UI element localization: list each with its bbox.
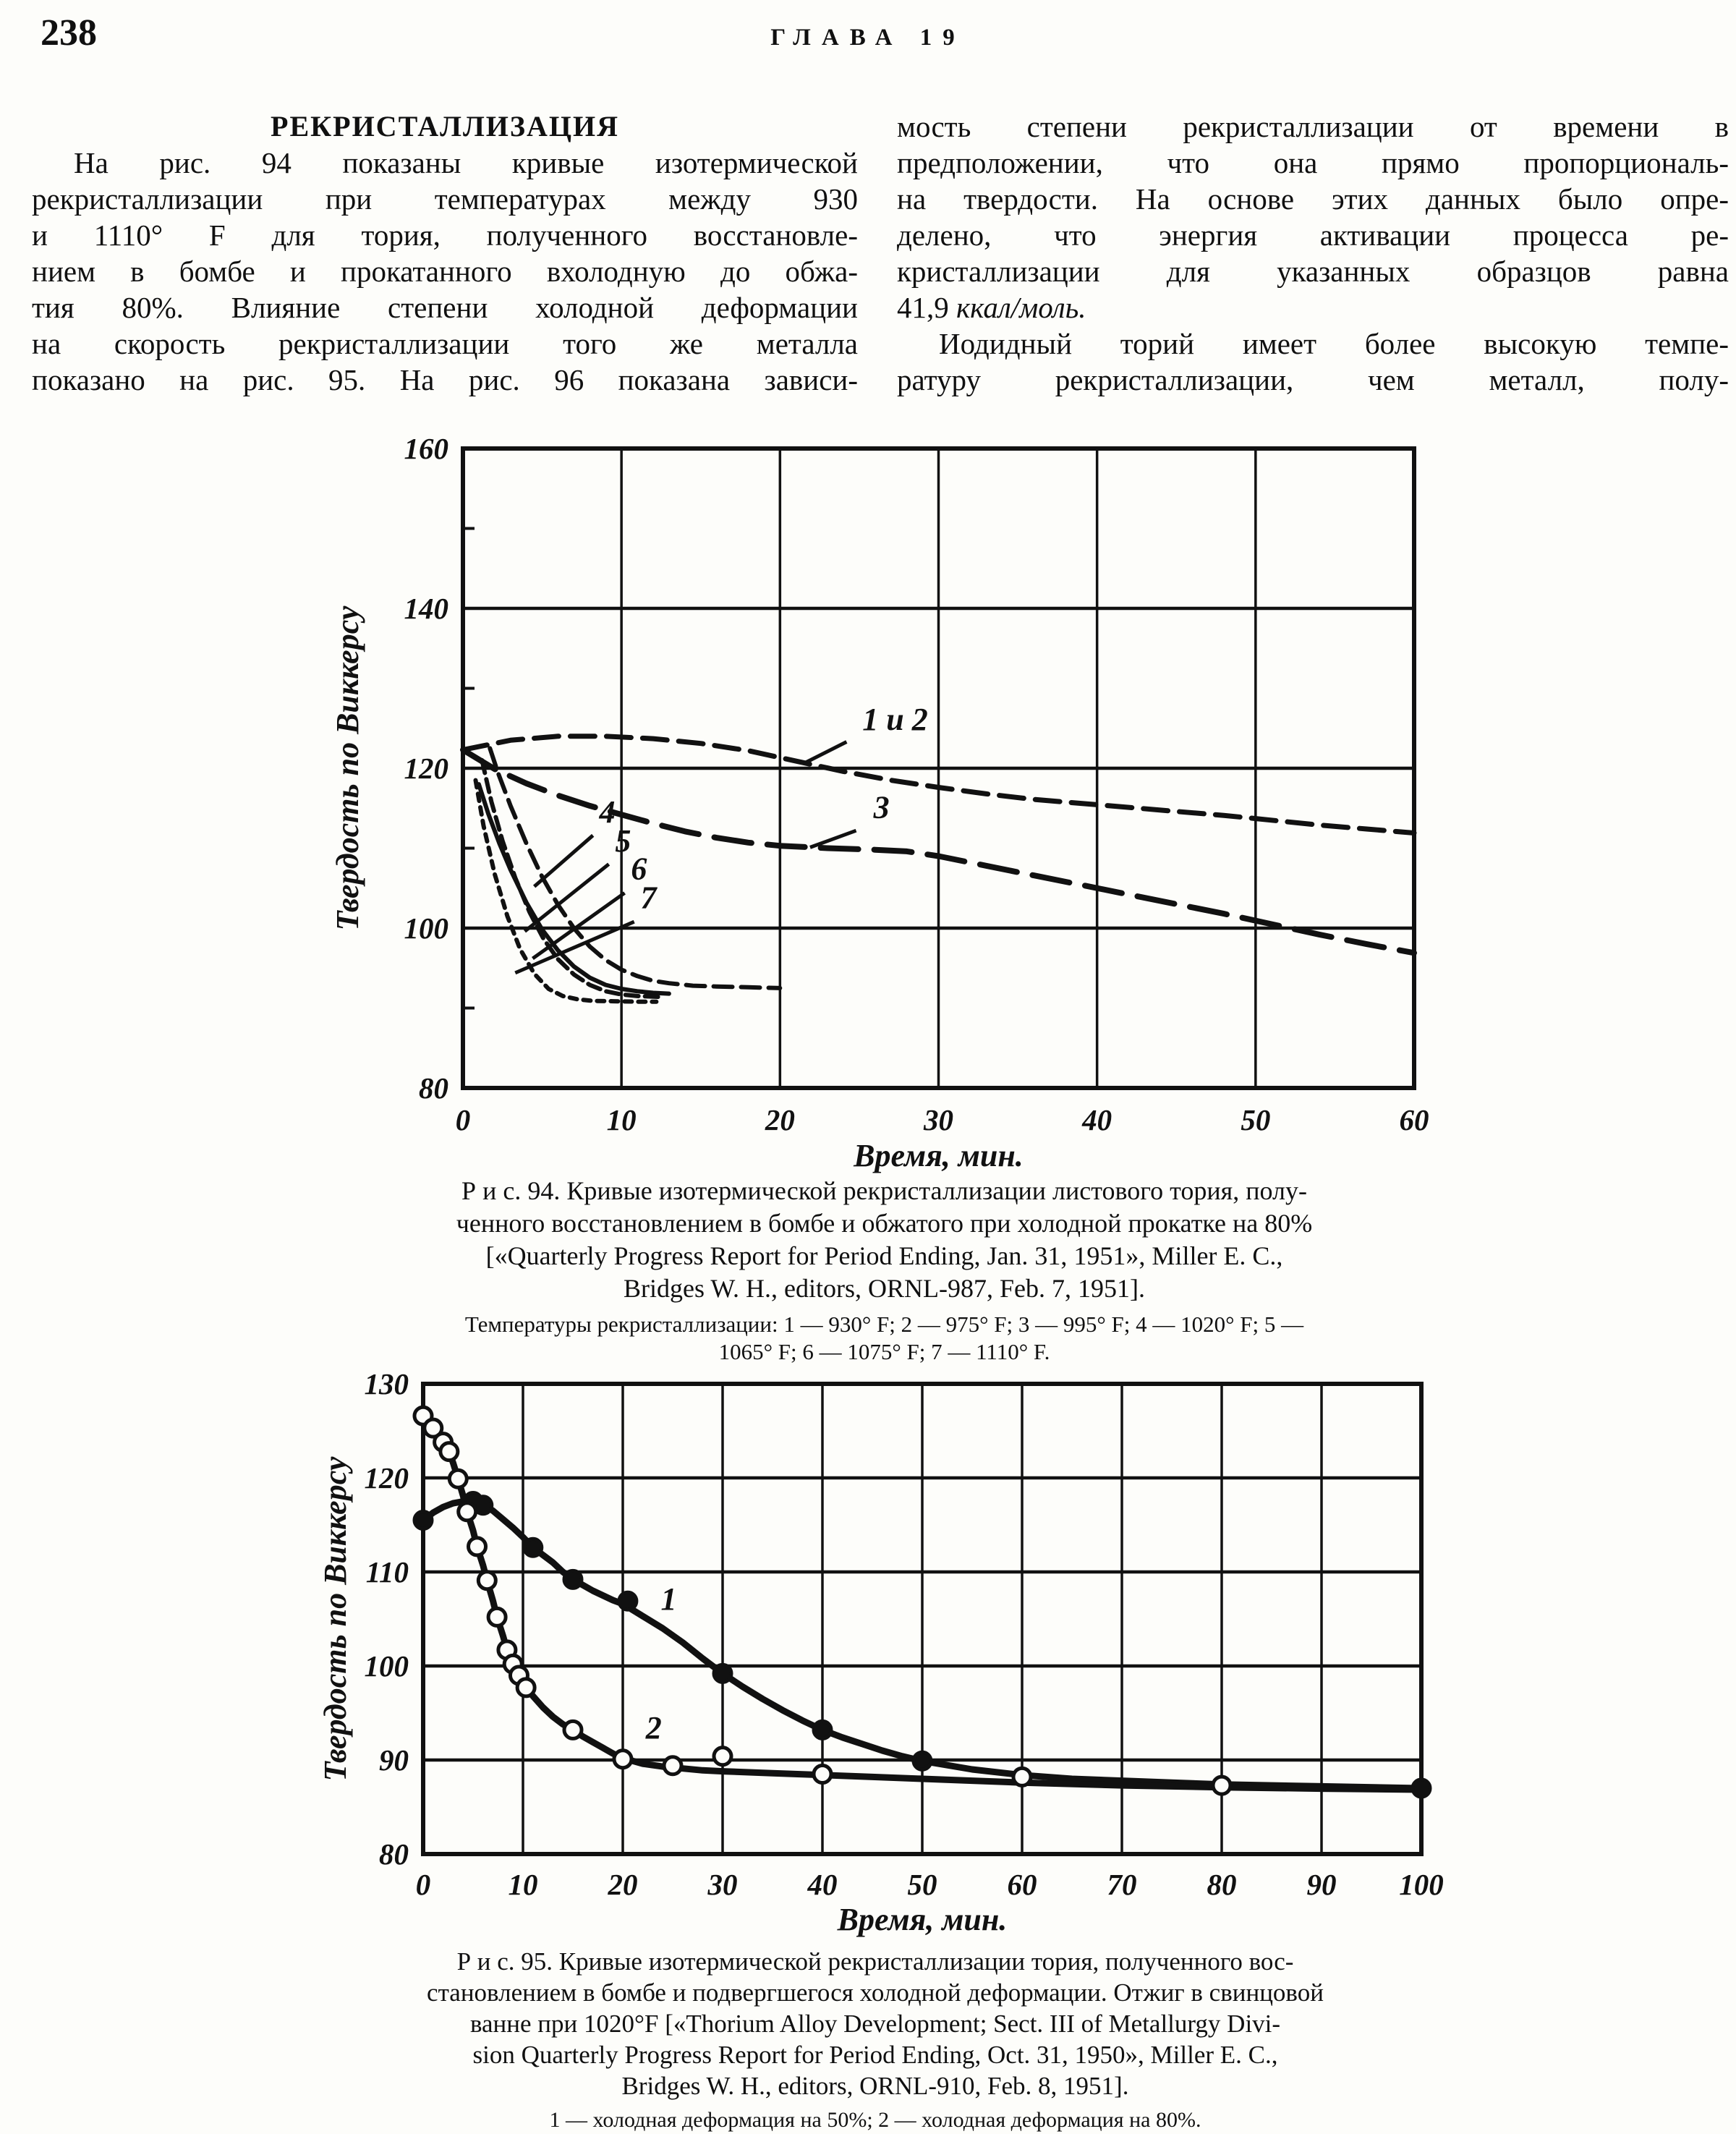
caption-line: ванне при 1020°F [«Thorium Alloy Development; Sect. III of Metallurgy Divi-: [469, 2010, 1281, 2038]
data-point-filled: [814, 1721, 831, 1738]
legend-line: Температуры рекристаллизации: 1 — 930° F; 2 — 975° F; 3 — 995° F; 4 — 1020° F; 5 —: [464, 1312, 1304, 1337]
figure-94-legend: [326, 1311, 1443, 1366]
caption-line: Bridges W. H., editors, ORNL-987, Feb. 7, 1951].: [624, 1274, 1145, 1303]
paragraph-line: тия 80%. Влияние степени холодной деформации: [32, 291, 858, 324]
curve-label-1: 1: [660, 1581, 677, 1617]
right-column: [897, 109, 1729, 398]
y-tick-label: 80: [419, 1071, 448, 1105]
x-tick-label: 10: [606, 1103, 637, 1136]
curve-label-4: 4: [599, 794, 616, 830]
caption-line: Р и с. 95. Кривые изотермической рекристаллизации тория, полученного вос-: [456, 1947, 1294, 1976]
x-tick-label: 50: [907, 1868, 937, 1901]
data-point-open: [564, 1721, 582, 1738]
label-leader-line: [524, 864, 608, 932]
data-point-open: [478, 1572, 495, 1589]
page-number: 238: [41, 12, 97, 54]
y-tick-label: 130: [364, 1367, 409, 1400]
paragraph-line: на твердости. На основе этих данных было опре-: [897, 182, 1729, 216]
legend-line: 1 — холодная деформация на 50%; 2 — холодная деформация на 80%.: [549, 2108, 1201, 2132]
data-point-filled: [414, 1512, 432, 1529]
curve-label-2: 2: [645, 1710, 662, 1746]
y-tick-label: 90: [379, 1743, 409, 1777]
caption-line: Р и с. 94. Кривые изотермической рекристаллизации листового тория, полу-: [461, 1176, 1307, 1205]
data-point-open: [1213, 1777, 1230, 1794]
x-tick-label: 20: [608, 1868, 638, 1901]
y-tick-label: 80: [379, 1837, 409, 1871]
x-tick-label: 40: [1082, 1103, 1112, 1136]
x-tick-label: 0: [415, 1868, 431, 1901]
paragraph-line: мость степени рекристаллизации от времени в: [897, 110, 1729, 143]
data-point-open: [441, 1443, 458, 1461]
data-point-open: [517, 1679, 535, 1696]
paragraph-line: рекристаллизации при температурах между 930: [32, 182, 858, 216]
section-heading: РЕКРИСТАЛЛИЗАЦИЯ: [271, 110, 619, 143]
paragraph-line: На рис. 94 показаны кривые изотермической: [74, 146, 858, 179]
x-tick-label: 20: [765, 1103, 795, 1136]
data-point-filled: [619, 1592, 637, 1610]
paragraph-line: на скорость рекристаллизации того же металла: [32, 327, 858, 360]
data-point-open: [714, 1748, 731, 1765]
figure-94-chart: [304, 425, 1476, 1178]
data-point-open: [614, 1751, 631, 1768]
y-tick-label: 140: [404, 592, 448, 625]
figure-95-legend: [311, 2107, 1439, 2133]
data-point-open: [488, 1608, 506, 1625]
y-tick-label: 120: [404, 752, 448, 785]
data-point-filled: [564, 1570, 582, 1588]
x-tick-label: 80: [1207, 1868, 1237, 1901]
data-point-filled: [914, 1752, 931, 1769]
data-point-open: [1013, 1768, 1031, 1785]
fig95-svg: [304, 1366, 1476, 1944]
label-leader-line: [532, 893, 624, 958]
y-axis-title: Твердость по Виккерсу: [318, 1456, 353, 1782]
x-axis-title: Время, мин.: [854, 1138, 1024, 1173]
data-point-open: [664, 1757, 681, 1774]
caption-line: sion Quarterly Progress Report for Period Ending, Oct. 31, 1950», Miller E. C.,: [472, 2041, 1278, 2069]
caption-line: становлением в бомбе и подвергшегося холодной деформации. Отжиг в свинцовой: [427, 1978, 1324, 2007]
data-point-open: [814, 1766, 831, 1783]
caption-line: Bridges W. H., editors, ORNL-910, Feb. 8, 1951].: [621, 2072, 1129, 2100]
data-point-open: [469, 1538, 486, 1555]
curve-label-5: 5: [615, 822, 631, 859]
x-tick-label: 70: [1107, 1868, 1137, 1901]
figure-95-caption: [311, 1946, 1439, 2133]
y-tick-label: 100: [364, 1649, 409, 1683]
paragraph-line: и 1110° F для тория, полученного восстановле-: [32, 218, 858, 252]
x-tick-label: 0: [455, 1103, 471, 1136]
left-column: [32, 109, 858, 398]
running-head: ГЛАВА 19: [770, 25, 966, 51]
x-tick-label: 30: [924, 1103, 953, 1136]
data-point-open: [459, 1503, 476, 1521]
fig94-svg: [304, 425, 1476, 1174]
x-tick-label: 30: [707, 1868, 738, 1901]
paragraph-line: кристаллизации для указанных образцов равна: [897, 255, 1729, 288]
kcal-value: 41,9: [897, 291, 949, 324]
label-leader-line: [810, 830, 856, 847]
caption-line: ченного восстановлением в бомбе и обжатого при холодной прокатке на 80%: [456, 1209, 1313, 1238]
x-axis-title: Время, мин.: [837, 1902, 1008, 1937]
paragraph-line: ратуру рекристаллизации, чем металл, полу-: [897, 363, 1729, 396]
paragraph-line: [897, 289, 1729, 326]
data-point-open: [449, 1470, 467, 1487]
x-tick-label: 10: [508, 1868, 538, 1901]
x-tick-label: 90: [1306, 1868, 1337, 1901]
y-tick-label: 100: [404, 911, 448, 945]
curve-label-6: 6: [631, 851, 647, 887]
curve-label-7: 7: [640, 880, 657, 916]
caption-line: [«Quarterly Progress Report for Period Ending, Jan. 31, 1951», Miller E. C.,: [485, 1241, 1283, 1270]
x-tick-label: 40: [807, 1868, 838, 1901]
kcal-unit: ккал/моль.: [956, 291, 1086, 324]
data-point-filled: [524, 1539, 542, 1556]
paragraph-line: нием в бомбе и прокатанного вхолодную до обжа-: [32, 255, 858, 288]
legend-line: 1065° F; 6 — 1075° F; 7 — 1110° F.: [718, 1339, 1050, 1364]
paragraph-line: предположении, что она прямо пропорциональ-: [897, 146, 1729, 179]
x-tick-label: 60: [1007, 1868, 1037, 1901]
label-leader-line: [805, 742, 846, 763]
paragraph-line: делено, что энергия активации процесса ре-: [897, 218, 1729, 252]
data-point-filled: [1413, 1780, 1430, 1797]
y-tick-label: 120: [364, 1461, 409, 1495]
paragraph-line: показано на рис. 95. На рис. 96 показана зависи-: [32, 363, 858, 396]
curve-label-1 и 2: 1 и 2: [862, 701, 928, 737]
curve-label-3: 3: [873, 789, 890, 825]
data-point-filled: [714, 1665, 731, 1682]
y-axis-title: Твердость по Виккерсу: [330, 605, 365, 931]
y-tick-label: 110: [365, 1555, 409, 1589]
x-tick-label: 100: [1399, 1868, 1444, 1901]
x-tick-label: 60: [1399, 1103, 1429, 1136]
y-tick-label: 160: [404, 432, 448, 465]
label-leader-line: [535, 836, 593, 887]
paragraph-line: Иодидный торий имеет более высокую темпе-: [939, 327, 1729, 360]
x-tick-label: 50: [1241, 1103, 1271, 1136]
figure-94-caption: [326, 1175, 1443, 1366]
figure-95-chart: [304, 1366, 1476, 1948]
